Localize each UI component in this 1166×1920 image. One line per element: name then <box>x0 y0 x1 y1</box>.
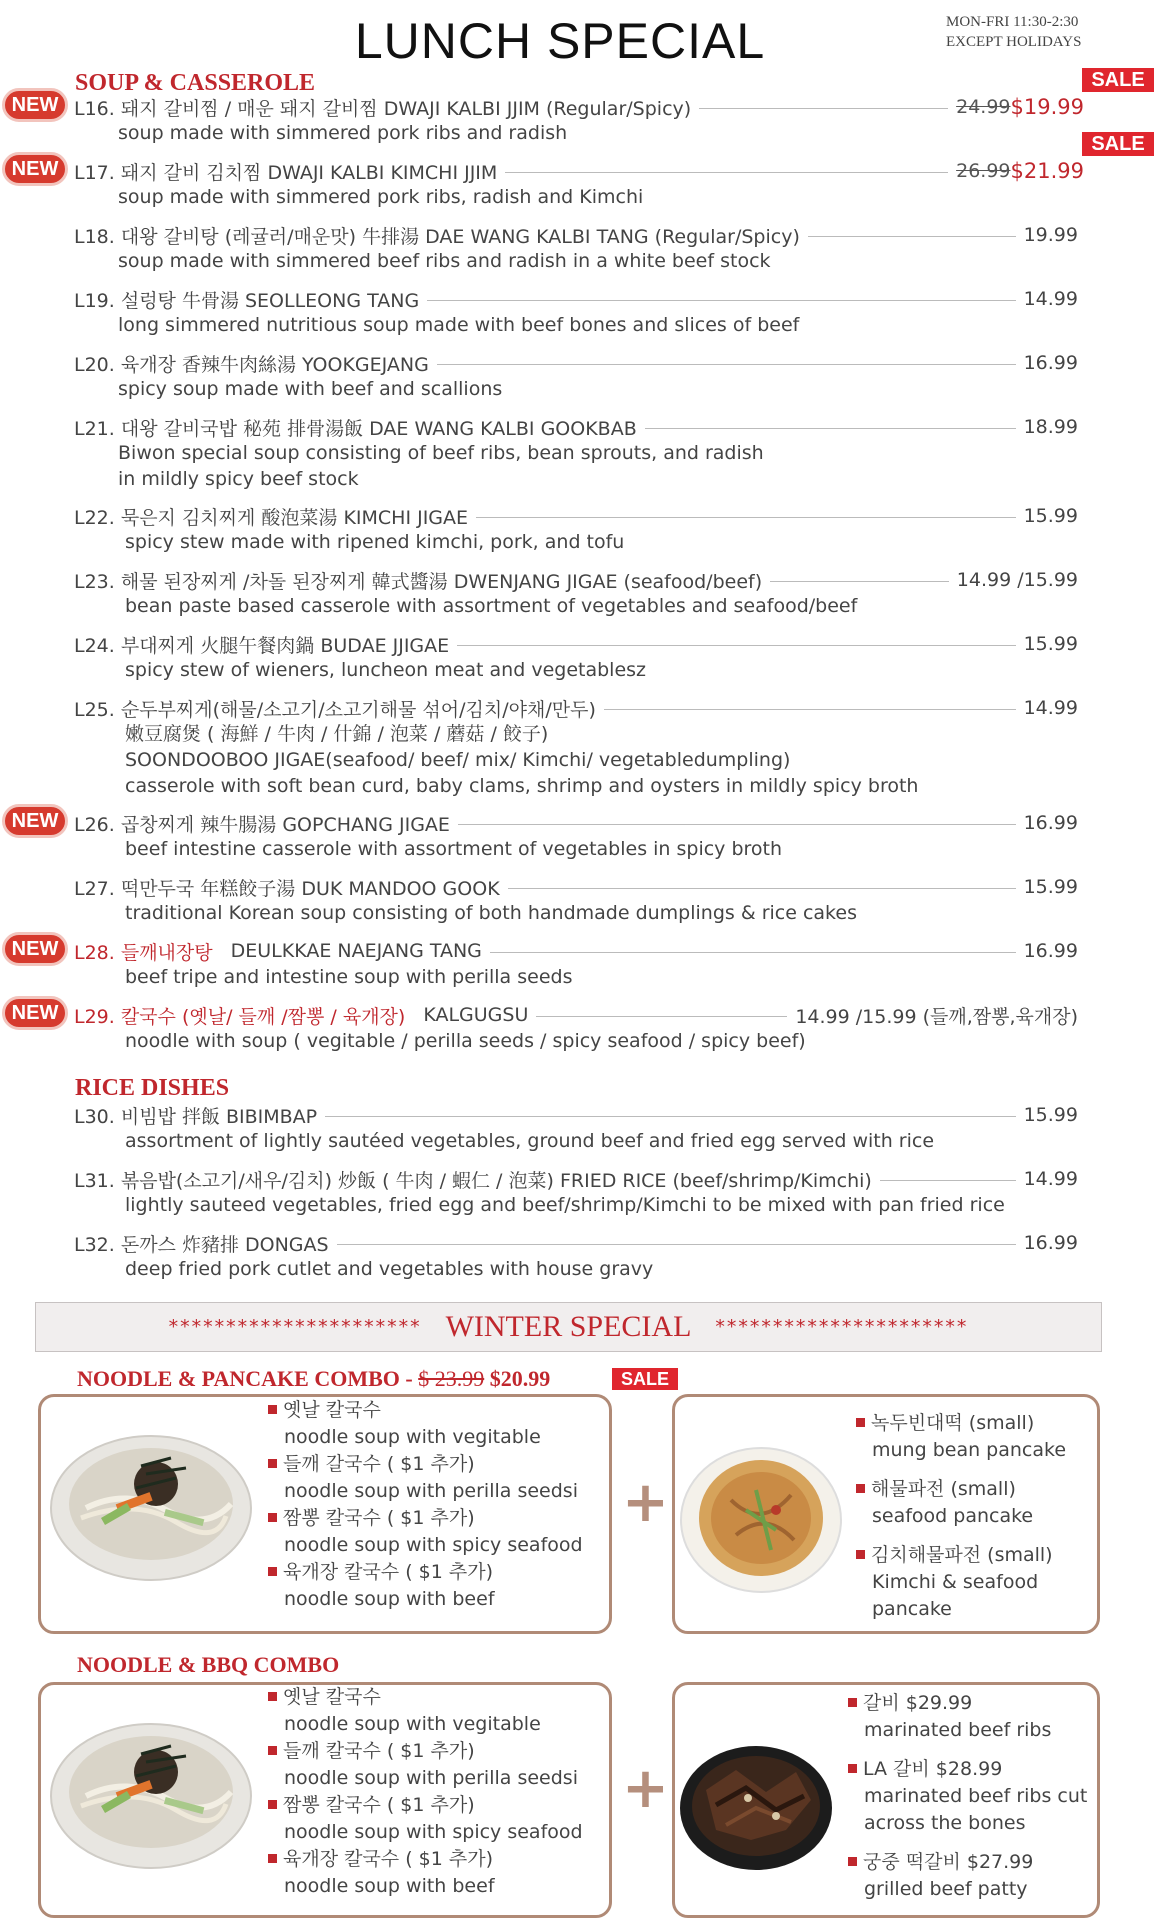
dot-leader <box>427 300 1015 301</box>
bullet-icon <box>856 1484 865 1493</box>
combo-heading-pancake <box>77 1366 550 1392</box>
item-description: spicy stew made with ripened kimchi, pork, and tofu <box>125 531 625 553</box>
item-price: 14.99 <box>1023 1168 1078 1190</box>
item-description: assortment of lightly sautéed vegetables, ground beef and fried egg served with rice <box>125 1130 935 1152</box>
old-price: 24.99 <box>956 96 1011 118</box>
item-price: 14.99 <box>1023 288 1078 310</box>
dot-leader <box>604 709 1016 710</box>
noodle-option-en: noodle soup with vegitable <box>284 1713 541 1735</box>
item-name: L20. 육개장 香辣牛肉絲湯 YOOKGEJANG <box>74 353 429 376</box>
noodle-option-kr: 짬뽕 칼국수 ( $1 추가) <box>283 1507 475 1529</box>
sale-price: $21.99 <box>1010 159 1084 183</box>
bullet-icon <box>848 1764 857 1773</box>
side-option-kr: 김치해물파전 (small) <box>871 1544 1053 1566</box>
combo2-side-list <box>848 1690 1087 1903</box>
combo-heading-bbq: NOODLE & BBQ COMBO <box>77 1652 340 1677</box>
noodle-option-en: noodle soup with beef <box>284 1875 495 1897</box>
item-description: beef intestine casserole with assortment of vegetables in spicy broth <box>125 838 783 860</box>
item-price: 14.99 /15.99 (들깨,짬뽕,육개장) <box>795 1005 1078 1028</box>
side-option-en: seafood pancake <box>872 1505 1034 1527</box>
item-price: 15.99 <box>1023 633 1078 655</box>
noodle-option-en: noodle soup with spicy seafood <box>284 1821 583 1843</box>
bullet-icon <box>268 1800 277 1809</box>
old-price: 26.99 <box>956 160 1011 182</box>
side-option-en: Kimchi & seafood <box>872 1571 1039 1593</box>
bbq-option-en-cont: across the bones <box>864 1812 1026 1834</box>
item-price: 18.99 <box>1023 416 1078 438</box>
noodle-option-kr: 짬뽕 칼국수 ( $1 추가) <box>283 1794 475 1816</box>
star-divider: ********************** <box>715 1316 969 1338</box>
winter-special-banner <box>35 1302 1102 1352</box>
noodle-option-en: noodle soup with beef <box>284 1588 495 1610</box>
item-price: 19.99 <box>1023 224 1078 246</box>
combo1-side-list <box>856 1410 1066 1623</box>
bbq-option-en: marinated beef ribs cut <box>864 1785 1088 1807</box>
new-badge: NEW <box>2 152 68 186</box>
combo-old-price: $ 23.99 <box>418 1366 485 1391</box>
sale-tag: SALE <box>1082 68 1154 92</box>
noodle-option-kr: 들깨 칼국수 ( $1 추가) <box>283 1740 475 1762</box>
dot-leader <box>325 1116 1015 1117</box>
dot-leader <box>337 1244 1016 1245</box>
item-description-line: casserole with soft bean curd, baby clams, shrimp and oysters in mildly spicy broth <box>125 775 919 797</box>
new-badge: NEW <box>2 932 68 966</box>
side-option-kr: 녹두빈대떡 (small) <box>871 1412 1035 1434</box>
item-description: spicy stew of wieners, luncheon meat and vegetablesz <box>125 659 647 681</box>
item-description: lightly sauteed vegetables, fried egg and beef/shrimp/Kimchi to be mixed with pan fried rice <box>125 1194 1005 1216</box>
sale-tag: SALE <box>612 1368 678 1390</box>
item-name: L16. 돼지 갈비찜 / 매운 돼지 갈비찜 DWAJI KALBI JJIM (Regular/Spicy) <box>74 97 692 120</box>
item-name: L27. 떡만두국 年糕餃子湯 DUK MANDOO GOOK <box>74 877 500 900</box>
bullet-icon <box>268 1459 277 1468</box>
bbq-option-kr: LA 갈비 $28.99 <box>863 1758 1003 1780</box>
noodle-option-kr: 옛날 칼국수 <box>283 1686 381 1708</box>
item-name: L31. 볶음밥(소고기/새우/김치) 炒飯 ( 牛肉 / 蝦仁 / 泡菜) FRIED RICE (beef/shrimp/Kimchi) <box>74 1169 872 1192</box>
dot-leader <box>699 108 948 109</box>
dot-leader <box>476 517 1016 518</box>
item-code-korean: L29. 칼국수 (옛날/ 들깨 /짬뽕 / 육개장) <box>74 1005 406 1028</box>
item-price: 15.99 <box>1023 505 1078 527</box>
bullet-icon <box>856 1550 865 1559</box>
new-badge: NEW <box>2 996 68 1030</box>
dot-leader <box>880 1180 1016 1181</box>
dot-leader <box>505 172 948 173</box>
item-code-korean: L28. 들깨내장탕 <box>74 941 213 964</box>
section-heading-rice: RICE DISHES <box>75 1075 230 1101</box>
noodle-option-en: noodle soup with vegitable <box>284 1426 541 1448</box>
bullet-icon <box>268 1692 277 1701</box>
item-description: spicy soup made with beef and scallions <box>118 378 503 400</box>
item-description-line: in mildly spicy beef stock <box>118 468 359 490</box>
dot-leader <box>458 824 1016 825</box>
item-description: deep fried pork cutlet and vegetables with house gravy <box>125 1258 654 1280</box>
side-option-en-cont: pancake <box>872 1598 952 1620</box>
item-description: long simmered nutritious soup made with beef bones and slices of beef <box>118 314 800 336</box>
item-name: DEULKKAE NAEJANG TANG <box>230 940 482 962</box>
bullet-icon <box>268 1746 277 1755</box>
item-description: beef tripe and intestine soup with perilla seeds <box>125 966 573 988</box>
section-heading-soup: SOUP & CASSEROLE <box>75 70 316 96</box>
item-name: L23. 해물 된장찌게 /차돌 된장찌게 韓式醬湯 DWENJANG JIGAE (seafood/beef) <box>74 570 763 593</box>
side-option-kr: 해물파전 (small) <box>871 1478 1016 1500</box>
star-divider: ********************** <box>168 1316 422 1338</box>
plus-icon: + <box>622 1470 669 1535</box>
dot-leader <box>437 364 1016 365</box>
kalbi-photo <box>676 1730 836 1880</box>
winter-special-title: WINTER SPECIAL <box>445 1310 692 1343</box>
bbq-option-kr: 갈비 $29.99 <box>863 1692 973 1714</box>
noodle-option-kr: 육개장 칼국수 ( $1 추가) <box>283 1561 493 1583</box>
item-description: soup made with simmered beef ribs and radish in a white beef stock <box>118 250 771 272</box>
dot-leader <box>490 952 1016 953</box>
item-name: L25. 순두부찌게(해물/소고기/소고기해물 섞어/김치/야채/만두) <box>74 698 596 721</box>
item-price: 16.99 <box>1023 352 1078 374</box>
item-description <box>118 440 1078 492</box>
dot-leader <box>457 645 1015 646</box>
pancake-photo <box>676 1440 846 1600</box>
item-price: 16.99 <box>1023 940 1078 962</box>
bbq-option-en: marinated beef ribs <box>864 1719 1052 1741</box>
item-name: KALGUGSU <box>423 1004 529 1026</box>
item-price: 14.99 <box>1023 697 1078 719</box>
item-name: L21. 대왕 갈비국밥 秘苑 排骨湯飯 DAE WANG KALBI GOOKBAB <box>74 417 637 440</box>
combo-price: $20.99 <box>489 1366 551 1391</box>
noodle-option-kr: 들깨 갈국수 ( $1 추가) <box>283 1453 475 1475</box>
item-chinese-name: 嫩豆腐煲 ( 海鮮 / 牛肉 / 什錦 / 泡菜 / 蘑菇 / 餃子) <box>125 723 549 745</box>
noodle-option-kr: 옛날 칼국수 <box>283 1399 381 1421</box>
noodle-soup-photo <box>46 1418 256 1588</box>
dot-leader <box>770 581 949 582</box>
item-name: L32. 돈까스 炸豬排 DONGAS <box>74 1233 329 1256</box>
item-description <box>125 721 1085 799</box>
bullet-icon <box>856 1418 865 1427</box>
side-option-en: mung bean pancake <box>872 1439 1067 1461</box>
bullet-icon <box>268 1513 277 1522</box>
dot-leader <box>645 428 1016 429</box>
item-description: noodle with soup ( vegitable / perilla seeds / spicy seafood / spicy beef) <box>125 1030 806 1052</box>
item-english-name: SOONDOOBOO JIGAE(seafood/ beef/ mix/ Kimchi/ vegetabledumpling) <box>125 749 791 771</box>
dot-leader <box>508 888 1016 889</box>
dot-leader <box>536 1016 787 1017</box>
item-name: L24. 부대찌게 火腿午餐肉鍋 BUDAE JJIGAE <box>74 634 450 657</box>
combo1-noodle-list <box>268 1397 583 1613</box>
item-name: L19. 설렁탕 牛骨湯 SEOLLEONG TANG <box>74 289 420 312</box>
item-description-line: Biwon special soup consisting of beef ribs, bean sprouts, and radish <box>118 442 764 464</box>
hours-note <box>946 12 1146 52</box>
noodle-option-kr: 육개장 칼국수 ( $1 추가) <box>283 1848 493 1870</box>
noodle-option-en: noodle soup with perilla seedsi <box>284 1480 578 1502</box>
bullet-icon <box>848 1698 857 1707</box>
noodle-option-en: noodle soup with perilla seedsi <box>284 1767 578 1789</box>
combo2-noodle-list <box>268 1684 583 1900</box>
noodle-option-en: noodle soup with spicy seafood <box>284 1534 583 1556</box>
bullet-icon <box>268 1405 277 1414</box>
item-price: 15.99 <box>1023 876 1078 898</box>
noodle-soup-photo <box>46 1706 256 1876</box>
new-badge: NEW <box>2 88 68 122</box>
bullet-icon <box>268 1854 277 1863</box>
dot-leader <box>808 236 1016 237</box>
item-description: traditional Korean soup consisting of both handmade dumplings & rice cakes <box>125 902 857 924</box>
page-title: LUNCH SPECIAL <box>354 13 766 69</box>
sale-price: $19.99 <box>1010 95 1084 119</box>
item-description: soup made with simmered pork ribs and radish <box>118 122 568 144</box>
plus-icon: + <box>622 1756 669 1821</box>
item-name: L17. 돼지 갈비 김치찜 DWAJI KALBI KIMCHI JJIM <box>74 161 498 184</box>
item-description: bean paste based casserole with assortment of vegetables and seafood/beef <box>125 595 858 617</box>
bbq-option-kr: 궁중 떡갈비 $27.99 <box>863 1851 1034 1873</box>
item-price: 15.99 <box>1023 1104 1078 1126</box>
bullet-icon <box>268 1567 277 1576</box>
item-name: L18. 대왕 갈비탕 (레귤러/매운맛) 牛排湯 DAE WANG KALBI TANG (Regular/Spicy) <box>74 225 800 248</box>
item-price: 16.99 <box>1023 1232 1078 1254</box>
item-name: L30. 비빔밥 拌飯 BIBIMBAP <box>74 1105 318 1128</box>
item-name: L22. 묵은지 김치찌게 酸泡菜湯 KIMCHI JIGAE <box>74 506 469 529</box>
hours-line: MON-FRI 11:30-2:30 <box>946 14 1079 30</box>
bbq-option-en: grilled beef patty <box>864 1878 1028 1900</box>
item-description: soup made with simmered pork ribs, radish and Kimchi <box>118 186 644 208</box>
sale-tag: SALE <box>1082 132 1154 156</box>
item-name: L26. 곱창찌게 辣牛腸湯 GOPCHANG JIGAE <box>74 813 450 836</box>
combo-title: NOODLE & PANCAKE COMBO - <box>77 1366 419 1391</box>
bullet-icon <box>848 1857 857 1866</box>
new-badge: NEW <box>2 804 68 838</box>
item-price: 16.99 <box>1023 812 1078 834</box>
holiday-line: EXCEPT HOLIDAYS <box>946 34 1082 50</box>
item-price: 14.99 /15.99 <box>956 569 1078 591</box>
